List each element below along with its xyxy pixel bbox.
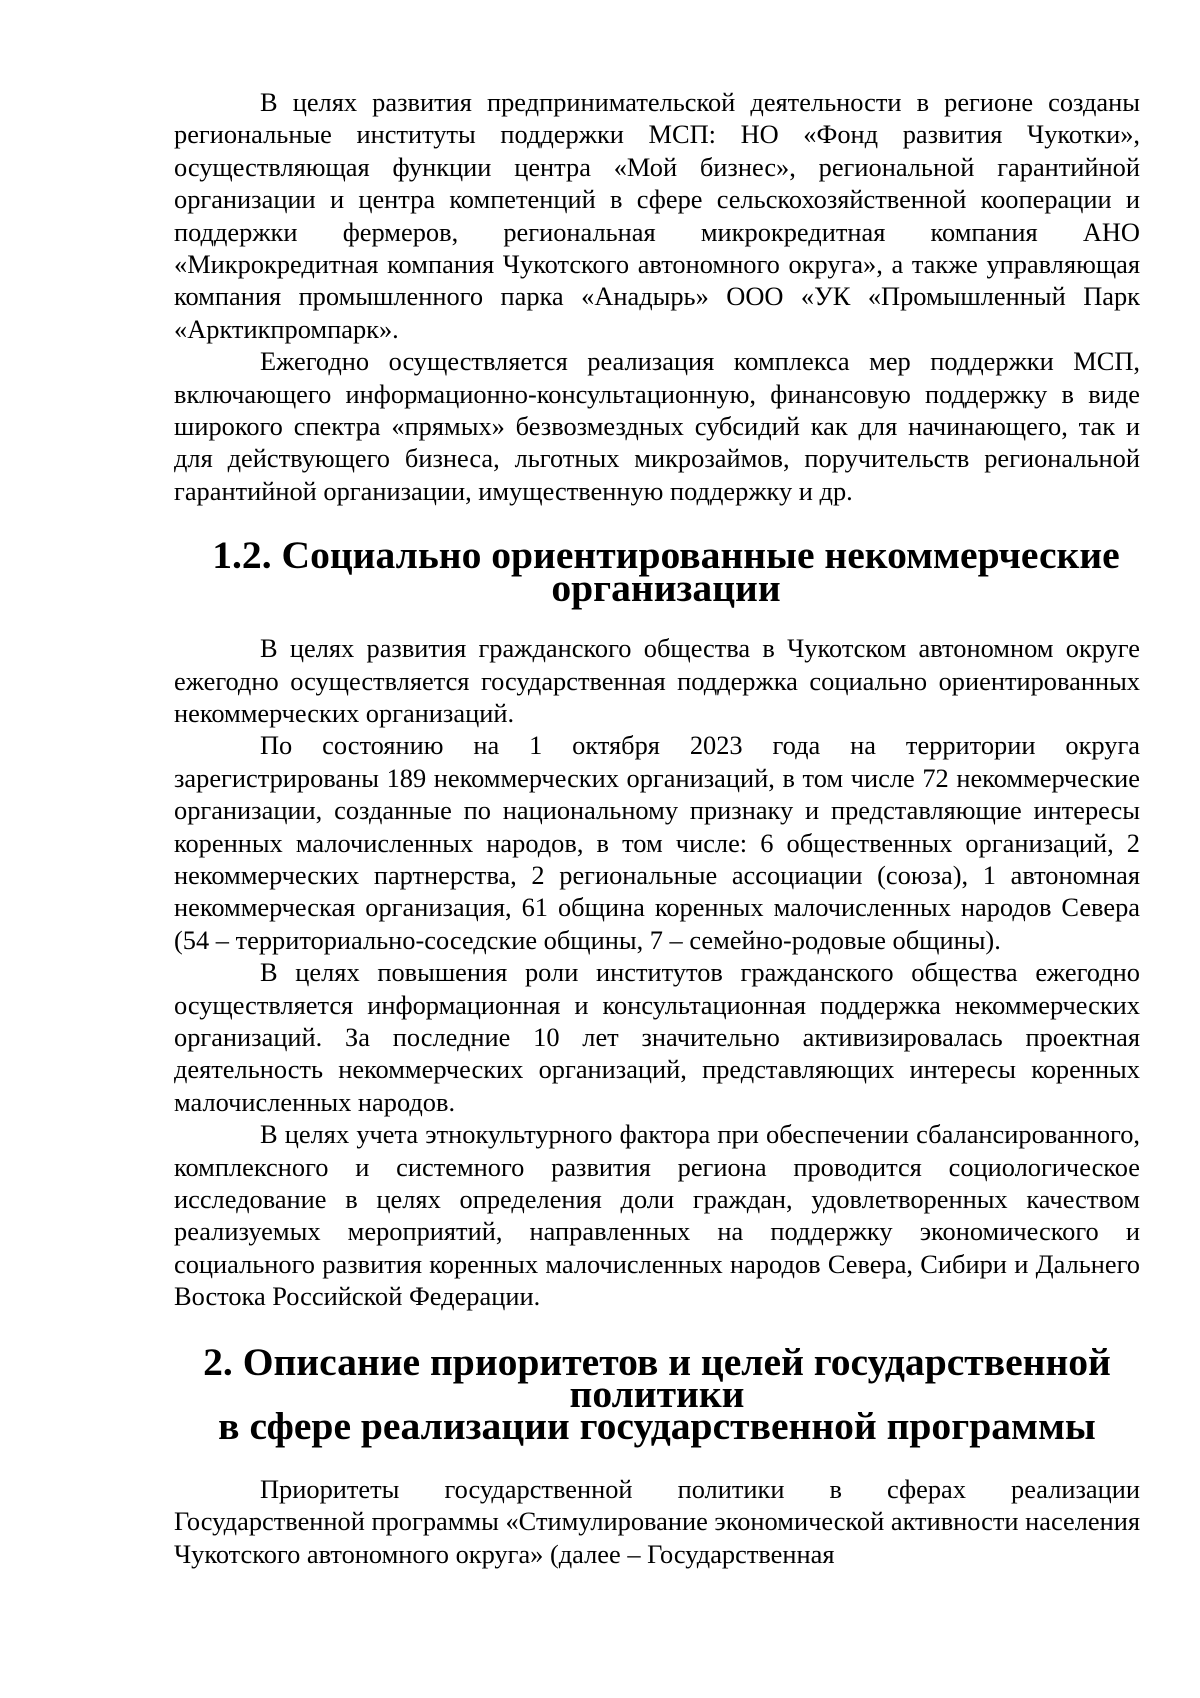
section-2-heading-line-2: в сфере реализации государственной программы [218, 1404, 1096, 1449]
paragraph-nko-consulting: В целях повышения роли институтов гражданского общества ежегодно осуществляется информационная и консультационная поддержка некоммерческих организаций. За последние 10 лет значительно активизировалась проектная деятельность некоммерческих организаций, представляющих интересы коренных малочисленных народов. [174, 957, 1140, 1117]
section-2-heading [174, 1339, 1140, 1449]
document-page [174, 86, 1140, 1570]
section-1-2-heading: 1.2. Социально ориентированные некоммерческие организации [212, 533, 1120, 610]
paragraph-msp-support-measures: Ежегодно осуществляется реализация комплекса мер поддержки МСП, включающего информационно-консультационную, финансовую поддержку в виде широкого спектра «прямых» безвозмездных субсидий как для начинающего, так и для действующего бизнеса, льготных микрозаймов, поручительств региональной гарантийной организации, имущественную поддержку и др. [174, 346, 1140, 506]
paragraph-msp-institutes: В целях развития предпринимательской деятельности в регионе созданы региональные институты поддержки МСП: НО «Фонд развития Чукотки», осуществляющая функции центра «Мой бизнес», региональной гарантийной организации и центра компетенций в сфере сельскохозяйственной кооперации и поддержки фермеров, региональная микрокредитная компания АНО «Микрокредитная компания Чукотского автономного округа», а также управляющая компания промышленного парка «Анадырь» ООО «УК «Промышленный Парк «Арктикпромпарк». [174, 87, 1140, 344]
paragraph-nko-statistics: По состоянию на 1 октября 2023 года на территории округа зарегистрированы 189 некоммерческих организаций, в том числе 72 некоммерческие организации, созданные по национальному признаку и представляющие интересы коренных малочисленных народов, в том числе: 6 общественных организаций, 2 некоммерческих партнерства, 2 региональные ассоциации (союза), 1 автономная некоммерческая организация, 61 община коренных малочисленных народов Севера (54 – территориально-соседские общины, 7 – семейно-родовые общины). [174, 730, 1140, 955]
section-2-heading-line-1: 2. Описание приоритетов и целей государственной политики [203, 1339, 1111, 1417]
paragraph-ethnocultural-research: В целях учета этнокультурного фактора при обеспечении сбалансированного, комплексного и системного развития региона проводится социологическое исследование в целях определения доли граждан, удовлетворенных качеством реализуемых мероприятий, направленных на поддержку экономического и социального развития коренных малочисленных народов Севера, Сибири и Дальнего Востока Российской Федерации. [174, 1119, 1140, 1312]
paragraph-policy-priorities: Приоритеты государственной политики в сферах реализации Государственной программы «Стимулирование экономической активности населения Чукотского автономного округа» (далее – Государственная [174, 1473, 1140, 1569]
paragraph-civil-society: В целях развития гражданского общества в Чукотском автономном округе ежегодно осуществляется государственная поддержка социально ориентированных некоммерческих организаций. [174, 633, 1140, 728]
